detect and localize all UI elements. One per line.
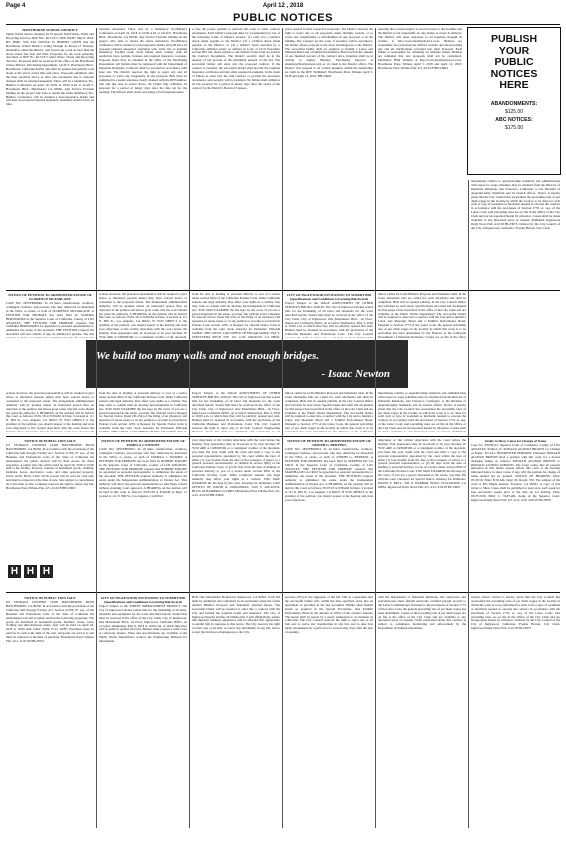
column-divider (375, 28, 376, 828)
quote-text: We build too many walls and not enough bridges. (96, 350, 320, 362)
publish-notices-ad (467, 27, 561, 175)
notice-school-district-cont (378, 28, 462, 288)
notice-title: Order to Show Cause for Change of Name (484, 439, 547, 443)
notice-inglewood-bid (285, 293, 373, 338)
notice-school-district-cont (285, 28, 373, 288)
notice-knight-cont (192, 439, 280, 589)
ad-abandonment-label: ABANDONMENTS: (490, 100, 538, 107)
column-divider (468, 180, 469, 828)
notice-name-change (471, 439, 560, 589)
notice-inglewood-bid-2-cont (285, 596, 373, 826)
notice-inglewood-bid-2-cont (192, 596, 280, 826)
notice-body: Project Subject to the STREET IMPROVEMENT PROJECT. The City of Inglewood invites sealed bids for the furnishing of all labor, materials and equipment for the work described herein. Sealed bids must be received in the office of the City Clerk, City of Inglewood, One Manchester Blvd., 1st Floor, Inglewood, California 90301, on or before Wednesday, May 9, 2018 at 10:00 a.m. at which time they will be publicly opened and read. Bidders must possess a valid Class A contractor license. Plans and specifications are available at the Public Works Department. Contact the Engineering Division for information. (99, 604, 187, 644)
seal-icon: H (24, 565, 37, 578)
header-rule (6, 24, 560, 25)
notice-body: Hall, One Manchester Boulevard, Inglewood, CA 90301. Each bid shall be submitted and completed in all particulars using the forms entitled Bidder's Proposal and Statement attached hereto. The successful bidder will be required to enter into a contract with the City and furnish the required bonds and insurance. The City of Inglewood hereby notifies all bidders that it will affirmatively ensure that minority business enterprises will be afforded full opportunity to submit bids in response to this notice. The City reserves the right to reject any or all bids, to waive any informality in any bid, and to accept the bid most advantageous to the City. (192, 596, 280, 635)
notice-knight (99, 439, 187, 589)
notice-inglewood-bid-2-cont (378, 596, 466, 826)
notice-body: with the Department of Industrial Relations. All contractors and subcontractors must furnish electronic certified payroll records to the Labor Commissioner. Pursuant to the provisions of Section 1773 of the Labor Code, the general prevailing rate of per diem wages has been determined. Copies of the prevailing rate of per diem wages are on file at the office of the City Clerk and are available to any interested party on request. Work performed under this contract is subject to compliance monitoring and enforcement by the Department of Industrial Relations. (378, 596, 466, 631)
notice-body: your objections or file written objections with the court before the hearing. Your appearance may be in person or by your attorney. IF YOU ARE A CREDITOR or a contingent creditor of the decedent, you must file your claim with the court and mail a copy to the personal representative appointed by the court within the later of either (1) four months from the date of first issuance of letters to a general personal representative, as defined in section 58(b) of the California Probate Code, or (2) 60 days from the date of mailing or personal delivery to you of a notice under section 9052 of the California Probate Code. Other California statutes and legal authority may affect your rights as a creditor. YOU MAY EXAMINE the file kept by the court. Attorney for Petitioner: LAW OFFICES OF DAVID A. DOULIERAS, 1018 S. ATLANTIC BLVD, ALHAMBRA CA 91803. Hawthorne Press Tribune Pub. 4/5, 4/12, 4/19/18 HH-23966 (192, 439, 280, 497)
notice-body: US STORAGE CENTERS 14500 HAWTHORNE BLVD HAWTHORNE, CA 90250. In accordance with the provisions of the California Self-Storage Facility Act, Section 21700, 87 seq. of the Business and Professions Code of the State of California the undersigned will sell at public auction the following properties. The goods are described as household goods, furniture, boxes, tools, clothing and miscellaneous items. Sale will be held on April 26, 2018 at 10:00 AM. Units: E204, F112, G087. Purchases must be paid for in cash at the time of the sale. All goods are sold as is and must be removed at the time of purchase. Hawthorne Press Tribune Pub. 4/12, 4/19/18 HH-23974 (6, 600, 94, 644)
notice-school-district-cont (192, 28, 280, 288)
notice-school-district-cont (99, 28, 187, 288)
notice-body: US STORAGE CENTERS 14500 HAWTHORNE BLVD HAWTHORNE, CA 90250. In accordance with the provisions of the California Self-Storage Facility Act, Section 21700, 87 seq. of the Business and Professions Code of the State of California the undersigned, the public auction will be held on-site for these properties. A public lien sale will be held on April 26, 2018 at 10:00 AM at the facility. Property consists of household goods, clothing, furniture, boxes, electronics, tools, and other personal property. Units: A156, B216, C042, D118. Goods will be sold for cash only and must be removed at the time of sale. Sale subject to cancellation up to the time of sale. Company reserves the right to refuse any bid. Hawthorne Press Tribune Pub. 4/5, 4/12/18 HH-23965 (6, 443, 94, 490)
quote-author: - Isaac Newton (321, 368, 390, 380)
column-divider (189, 28, 190, 828)
notice-inglewood-bid-cont (378, 392, 466, 432)
notice-bertino-cont (378, 439, 466, 589)
notice-bertino (285, 439, 373, 589)
notice-body: percent (10%) of the aggregate of the bid. This is a guarantee that the successful bidder will, within the time specified, enter into an agreement as provided in the bid document. Bidder shall furnish bonds as required in the Special Provisions. One Faithful Performance Bond in the amount of 100% of the contract amount. The bonds shall be issued by a surety authorized to do business in California. The City Council reserves the right to reject any or all bids and to waive any irregularities in any bid, and to take bids under advisement for a period not to exceed sixty days after the date of opening. (285, 596, 373, 635)
section-title: PUBLIC NOTICES (233, 12, 333, 24)
notice-body: Public Works Notice. Request for Proposals Solid Waste, Waste and Recycling Services. RFP NO.: R17/18-5. DUE DATE: May 8, 2018. BY TIME: 3:00 P.M. NOTICE IS HEREBY GIVEN that the Hawthorne School District, acting through its Board of Trustees, hereinafter called the District, will receive up to but no later than the above stated due date and time, Proposals for the work generally described as RFP No. R17/18-5 Solid Waste, Waste and Recycling Services. Proposals shall be received in the office of the Hawthorne School District, Purchasing Department, 14120 S. Hawthorne Blvd., Hawthorne, California 90250, and shall be opened and publicly read aloud at the above stated time and place. Proposals submitted after the time specified above or after any extensions due to material changes shall be returned unopened. There will be a mandatory Pre-Bidders Conference on April 19, 2018, at 10:00 A.M. at 14120 S. Hawthorne Blvd., Hawthorne, CA 90250. Any Service Provider bidding on the project who fails to attend the entire mandatory Pre-Bidders Conference will be deemed a non-responsive bidder and will have its proposal returned unopened. Attendees should arrive on time. (6, 32, 94, 107)
notice-mcfarlane-cont (6, 392, 94, 432)
notice-body: Project Subject to the WAGE ADJUSTMENT OF OTHER SERVICES BID NO. 2018-02. The City of Inglewood invites sealed bids for the furnishing of all labor and materials for the work described herein. Sealed bids must be received in the office of the City Clerk, City of Inglewood, One Manchester Blvd., 1st Floor, Inglewood, California 90301, on or before Wednesday, May 2, 2018 at 10:00 a.m. at which time they will be publicly opened and read. Bidders must be licensed in accordance with the provisions of the California Business and Professions Code. The City Council (285, 301, 373, 337)
quote-banner (86, 340, 408, 388)
notice-body: ensuring that written inquiry is received prior to the deadline and the District is not responsible for any delays or errors in delivery. The District will issue responses to all inquiries through its website at http://www.hawthorne.k12.ca.us. Bidders are responsible for reviewing the District website and incorporating any and all clarifications provided into their Proposal. Each bidder is responsible for obtaining all addenda issued. Bidders are reminded that late proposals shall not be considered. Published: HSD Website at http://www.hawthorne.k12.ca.us. Hawthorne Press Tribune April 5, 2018 and April 12, 2018. Hawthorne Press Tribune Pub. 4/5, 4/12/18 HH-23964 (378, 28, 462, 71)
seal-icon: H (40, 565, 53, 578)
ad-dba-price: $175.00 (504, 125, 524, 132)
notice-mcfarlane (6, 293, 94, 338)
notice-title: NOTICE OF PETITION TO ADMINISTER ESTATE OF PAMELA J. KNIGHT (101, 439, 185, 447)
notice-body: from the date of mailing or personal delivery to you of a notice under section 9052 of the California Probate Code. Other California statutes and legal authority may affect your rights as a creditor. You may want to consult with an attorney knowledgeable in California law. YOU MAY EXAMINE the file kept by the court. If you are a person interested in the estate, you may file with the court a Request for Special Notice (form DE-154) of the filing of an inventory and appraisal of estate assets or of any petition or account as provided in Probate Code section 1250. A Request for Special Notice form is available from the court clerk. Attorney for Petitioner: EDGAR (99, 392, 187, 431)
notice-mcfarlane-cont (99, 392, 187, 432)
notice-body: branch offices. Notice is hereby given that the City Council has ascertained the prevailing rates of per diem wages in the locality in which the work is to be performed for each craft or type of workman or mechanic needed to execute the contract in accordance with the provisions of Section 1770, et. seq. of the Labor Code; said prevailing rates are on file in the Office of the City Clerk and are incorporated herein by reference. Ordered by the City Council of the City of Inglewood, California. Yvonne Horton, City Clerk. Inglewood Daily News Pub. 4/12/18 HI-23973 (471, 596, 560, 631)
notice-body: CASE NO. 18STPB02874. To all heirs, beneficiaries, creditors, contingent creditors, and persons who may otherwise be interested in the WILL or estate, or both of JOSEPH G. BERTINO. A PETITION FOR PROBATE has been filed by MARTHA DE LA CRUZ in the Superior Court of California, County of LOS ANGELES. THE PETITION FOR PROBATE requests that MARTHA DE LA CRUZ be appointed as personal representative to administer the estate of the decedent. THE PETITION requests authority to administer the estate under the Independent Administration of Estates Act. A HEARING on the petition will be held in this court as follows: 05/07/18 at 8:30AM in Dept. 4 located at 111 N. Hill St., Los Angeles, CA 90012. IF YOU OBJECT to the granting of the petition, you should appear at the hearing and state your objections. (285, 447, 373, 502)
notice-body: CASE NO. 18STPB02846. To all heirs, beneficiaries, creditors, contingent creditors, and persons who may otherwise be interested in the WILL or estate, or both of FLORENCE MCFARLANE. A PETITION FOR PROBATE has been filed by SANDRA HERNANDEZ in the Superior Court of California, County of LOS ANGELES. THE PETITION FOR PROBATE requests that SANDRA HERNANDEZ be appointed as personal representative to administer the estate of the decedent. THE PETITION requests the decedent's will and codicils, if any, be admitted to probate. The will (6, 301, 94, 337)
notice-inglewood-bid-2-cont (471, 596, 560, 826)
notice-body: information relative to apprenticeship standards and administration with respect to wage schedules may be obtained from the Director of Industrial Relations, San Francisco, California, or the Division of Apprenticeship Standards and its branch offices. Notice is hereby given that the City Council has ascertained the prevailing rates of per diem wages in the locality in which the work is to be done for each craft or type of workman or mechanic needed to execute the contract in accordance with the provisions of Section 1770, et. seq. of the Labor Code; said prevailing rates are on file in the Office of the City Clerk and are incorporated herein by reference. Copies shall (378, 392, 466, 431)
notice-inglewood-bid-cont (471, 180, 560, 435)
notice-body: returned unopened. There will be a mandatory Pre-Bidder's Conference on April 19, 2018, at 10:00 A.M. at 14120 S. Hawthorne Blvd., Hawthorne, CA 90250. Any Service Provider bidding on the project who fails to attend the entire mandatory Pre-Bidder's conference will be deemed a non-responsive bidder and will have its proposal returned unopened. Attendees who arrive late to pending mandatory Pre-Bid walk. Each bidder shall comply with all applicable laws, permits, licenses and required insurance coverage. Proposal forms may be obtained in the office of the Purchasing Department. All bidders must be registered with the Department of Industrial Relations. Contracts shall be awarded in accordance with state law. The District reserves the right to reject any and all proposals or waive any irregularity in any proposal. Bids must be submitted in a sealed envelope clearly marked with the RFP number, title and due date as stated above. No bidder may withdraw its proposal for a period of ninety days after the date set for the opening. The District shall be the sole judge of bid responsiveness. (99, 28, 187, 94)
notice-body: actions, however, the personal representative will be required to give notice to interested persons unless they have waived notice or consented to the proposed action. The independent administration authority will be granted unless an interested person files an objection to the petition and shows good cause why the court should not grant the authority. A HEARING on the petition will be held in this court as follows: 05/01/18 at 8:30AM in Dept. 9 located at 111 N. Hill St., Los Angeles, CA 90012. IF YOU OBJECT to the granting of the petition, you should appear at the hearing and state your objections or file written objections with the court before the hearing. Your appearance may be in person or by your attorney. IF YOU ARE A CREDITOR or a contingent creditor of the decedent, (99, 293, 187, 338)
notice-title: NOTICE OF PUBLIC LIEN SALE (24, 439, 76, 443)
notice-body: or has the proper permits to perform the work or other contract documents. Each bidder's proposal must be accompanied by one of the following forms of bidder's security: (1) cash; (2) a cashier's check made payable to the District; (3) a certified check made payable to the District; or (4) a bidder's bond executed by a California admitted surety as defined in Code of Civil Procedure section 995.120, made payable to the District in the form set forth in the Contract Documents. The bidder's security shall be in the amount of ten percent of the maximum amount of the bid. The successful bidder will enter into the proposed contract. If the contract is awarded, the successful bidder shall provide the required insurance certificates and any other required documents. In the event of failure to enter into the said contract or provide the necessary documents, said security will be forfeited. No bidder shall withdraw its bid proposal for a period of ninety days after the award of the contract by the District's Board of Trustees. (192, 28, 280, 90)
notice-inglewood-bid-2 (99, 596, 187, 826)
notice-body: Case No. YS030513. Superior Court of California, County of LOS ANGELES. Petition of: RONALD ALONZO BROWN for Change of Name. TO ALL INTERESTED PERSONS: Petitioner RONALD ALONZO BROWN filed a petition with this court for a decree changing names as follows: RONALD ALONZO BROWN to RONALD ALONZO ASHANTI. The Court orders that all persons interested in this matter appear before this court at the hearing indicated below to show cause, if any, why the petition for change of name should not be granted. NOTICE OF HEARING: Date: 05/18/18, Time: 8:30 AM, Dept: M, Room: 350. The address of the court is 825 Maple Avenue, Torrance, CA 90503. A copy of this Order to Show Cause shall be published at least once each week for four successive weeks prior to the date set for hearing. Date: 03/27/2018. ERIC C. TAYLOR, Judge of the Superior Court. Inglewood Daily News Pub. 4/5, 4/12, 4/19, 4/26/18 HI-23970 (471, 443, 560, 502)
notice-school-district (6, 28, 94, 288)
notice-body: from the date of mailing or personal delivery to you of a notice under section 9052 of the California Probate Code. Other California statutes and legal authority may affect your rights as a creditor. You may want to consult with an attorney knowledgeable in California law. YOU MAY EXAMINE the file kept by the court. If you are a person interested in the estate, you may file with the court a Request for Special Notice (form DE-154) of the filing of an inventory and appraisal of estate assets or of any petition or account as provided in Probate Code section 1250. A Request for Special Notice form is available from the court clerk. Attorney for Petitioner: EDGAR SANDI - SBN 120523. LAW OFFICE OF EDGAR SANDI, 3521 S. SEPULVEDA BLVD STE 101, LOS ANGELES CA 90034. (192, 293, 280, 338)
seal-icon: H (8, 565, 21, 578)
notice-title: NOTICE OF PUBLIC LIEN SALE (24, 596, 76, 600)
notice-body: prices quoted in their respective proposals. The District reserves the right to reject any or all proposals, make multiple awards, or to waive any irregularities or informalities in any proposal or in the bidding. The Contract for the work, if awarded, will be awarded to the bidder whose proposal is the most advantageous to the District. The successful bidder shall be required to furnish a Labor and Material Bond and a Faithful Performance Bond each in the amount of one hundred percent of the contract price. Inquiries shall be in writing to Amber Huntley, Purchasing Director at ahuntley@hawthornesd.com or via mail to the District office. The District will respond to all written inquiries within the timeframes set forth in the RFP. Published: Hawthorne Press Tribune April 5, 2018 and April 12, 2018. HH-23963 (285, 28, 373, 78)
notice-title: NOTICE OF PETITION TO ADMINISTER ESTATE OF FLORENCE MCFARLANE (8, 293, 92, 301)
notice-body: CASE NO. 18STPB02852. To all heirs, beneficiaries, creditors, contingent creditors, and persons who may otherwise be interested in the WILL or estate, or both of PAMELA J. KNIGHT. A PETITION FOR PROBATE has been filed by ROBERT KNIGHT in the Superior Court of California, County of LOS ANGELES. THE PETITION FOR PROBATE requests that ROBERT KNIGHT be appointed as personal representative to administer the estate of the decedent. THE PETITION requests authority to administer the estate under the Independent Administration of Estates Act. This authority will allow the personal representative to take many actions without obtaining court approval. A HEARING on the petition will be held in this court as follows: 05/03/18 at 8:30AM in Dept. 11 located at 111 N. Hill St., Los Angeles, CA 90012. (99, 447, 187, 498)
ad-abandonment-price: $125.00 (504, 109, 524, 116)
notice-lien-sale-2 (6, 596, 94, 826)
ad-headline: PUBLISH YOUR PUBLIC NOTICES HERE (490, 33, 538, 92)
row-divider (6, 436, 560, 437)
notice-inglewood-bid-cont (192, 392, 280, 432)
notice-body: Project Subject to the WAGE ADJUSTMENT OF OTHER SERVICES BID NO. 2018-02. The City of Inglewood invites sealed bids for the furnishing of all labor and materials for the work described herein. Sealed bids must be received in the office of the City Clerk, City of Inglewood, One Manchester Blvd., 1st Floor, Inglewood, California 90301, on or before Wednesday, May 2, 2018 at 10:00 a.m. at which time they will be publicly opened and read. Bidders must be licensed in accordance with the provisions of the California Business and Professions Code. The City Council reserves the right to reject any or all bids. Contact: Engineering (192, 392, 280, 431)
ad-dba-label: ABC NOTICES: (495, 117, 533, 124)
notice-body: time if called for in the Bidder's Proposal and Statement form. In the event alternative bids are called for, each alternative bid shall be completed. Bids will be opened publicly in the City Council Office and will then be read aloud. Specifications and other bid documents for this project have been filed in the office of the City Clerk and are available at the Public Works Department. The successful bidder will be required to enter into a contract with the City and to furnish a Labor and Materials Bond and a Faithful Performance Bond. Pursuant to Section 1773 of the Labor Code, the general prevailing rate of per diem wages in the locality in which this work is to be (285, 392, 373, 431)
notice-body: actions, however, the personal representative will be required to give notice to interested persons unless they have waived notice or consented to the proposed action. The independent administration authority will be granted unless an interested person files an objection to the petition and shows good cause why the court should not grant the authority. A HEARING on the petition will be held in this court as follows: 05/01/18 at 8:30AM in Dept. 9 located at 111 N. Hill St., Los Angeles, CA 90012. IF YOU OBJECT to the granting of the petition, you should appear at the hearing and state your objections or file written objections with the court before the (6, 392, 94, 431)
column-divider (96, 28, 97, 828)
notice-title: CITY OF INGLEWOOD INVITATION TO SUBMIT BID (Specifications and Conditions Governing Bid Award) (100, 596, 186, 604)
notice-mcfarlane-cont (192, 293, 280, 338)
page-number: Page 4 (6, 3, 26, 9)
notice-body: information relative to apprenticeship standards and administration with respect to wage schedules may be obtained from the Director of Industrial Relations, San Francisco, California, or the Division of Apprenticeship Standards and its branch offices. Notice is hereby given that the City Council has ascertained the prevailing rates of per diem wages in the locality in which the work is to be done for each craft or type of workman or mechanic needed to execute the contract in accordance with the provisions of Section 1770, et. seq. of the Labor Code; said prevailing rates are on file in the Office of the City Clerk and are incorporated herein by reference. Copies shall be made available to any interested party on request. Published: Inglewood Daily News Pub. 4/12/18 HI-23975. Ordered by the City Council of the City of Inglewood, California. Yvonne Horton, City Clerk. (471, 180, 560, 230)
notice-title: CITY OF INGLEWOOD INVITATION TO SUBMIT BID (Specifications and Conditions Governing Bid Award) (286, 293, 372, 301)
notice-title: HAWTHORNE SCHOOL DISTRICT (22, 28, 78, 32)
notice-inglewood-bid-cont (378, 293, 466, 338)
row-divider (6, 592, 560, 593)
notice-body: objections or file written objections with the court before the hearing. Your appearance may be in person or by your attorney. IF YOU ARE A CREDITOR or a contingent creditor of the decedent, you must file your claim with the court and mail a copy to the personal representative appointed by the court within the later of either (1) four months from the date of first issuance of letters to a general personal representative, or (2) 60 days from the date of mailing or personal delivery to you of a notice under section 9052 of the California Probate Code. YOU MAY EXAMINE the file kept by the court. If you are a person interested in the estate, you may file with the court a Request for Special Notice. Attorney for Petitioner: DAVID P. BELL, 200 N HARBOR BLVD, FULLERTON CA 92832. Inglewood Daily News Pub. 4/5, 4/12, 4/19/18 HI-23967 (378, 439, 466, 489)
notice-inglewood-bid-cont (285, 392, 373, 432)
issue-date: April 12 , 2018 (262, 3, 304, 9)
notice-mcfarlane-cont (99, 293, 187, 338)
column-divider (282, 28, 283, 828)
notice-body: time if called for in the Bidder's Proposal and Statement form. In the event alternative bids are called for, each alternative bid shall be completed. Bids will be opened publicly in the City Council Office and will then be read aloud. Specifications and other bid documents for this project have been filed in the office of the City Clerk and are available at the Public Works Department. The successful bidder will be required to enter into a contract with the City and to furnish a Labor and Materials Bond and a Faithful Performance Bond. Pursuant to Section 1773 of the Labor Code, the general prevailing rate of per diem wages in the locality in which this work is to be performed has been determined by the Director of the California Department of Industrial Relations. Copies are on file in the office (378, 293, 466, 338)
notice-title: NOTICE OF PETITION TO ADMINISTER ESTATE OF JOSEPH G. BERTINO (287, 439, 371, 447)
